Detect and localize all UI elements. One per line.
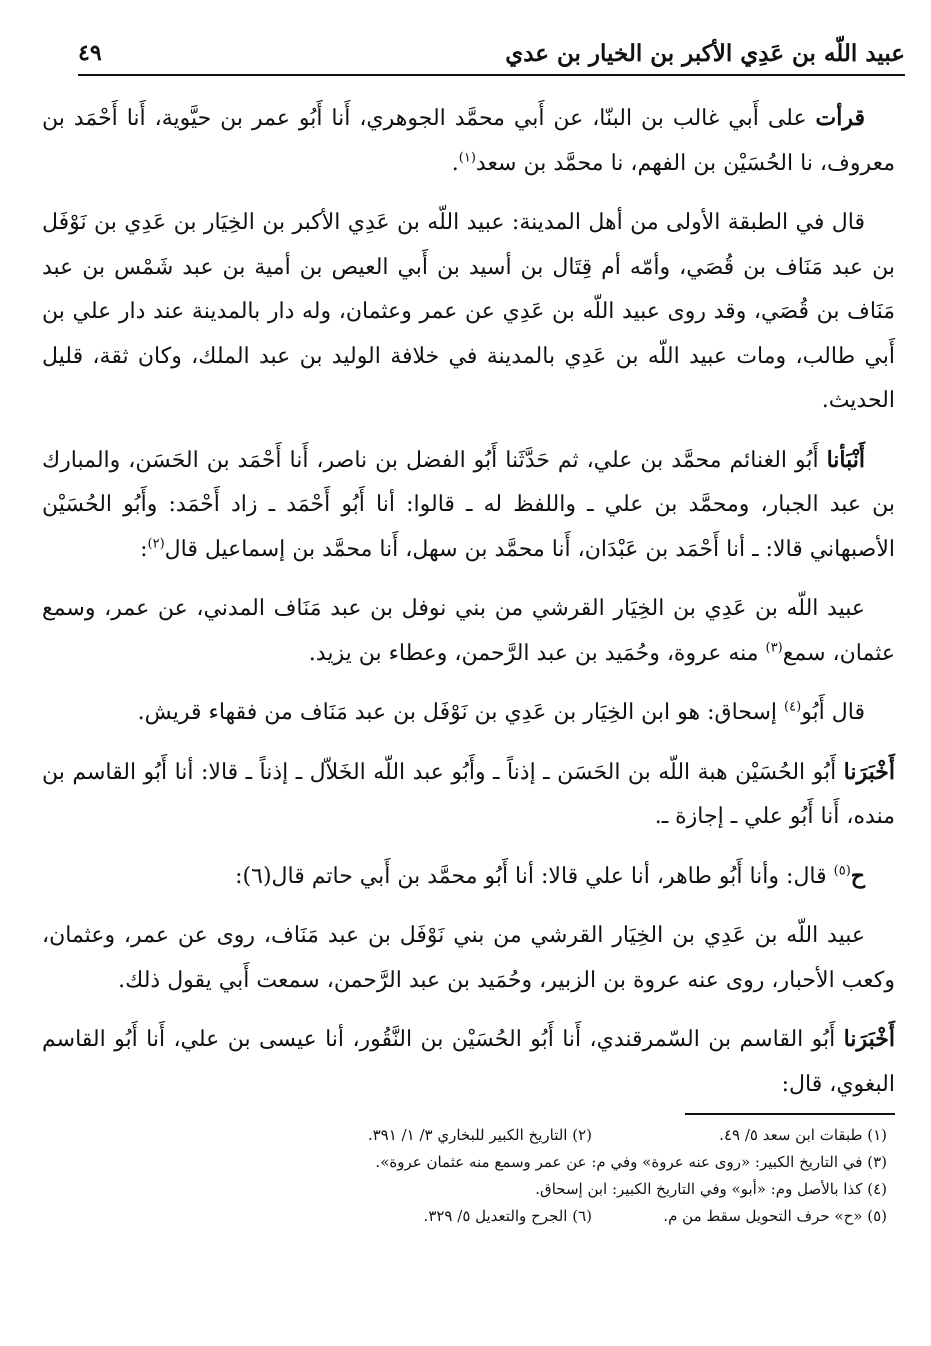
footnote-ref: (٥)	[833, 863, 851, 879]
footnote-ref: (١)	[458, 150, 476, 166]
footnote-row	[120, 1149, 887, 1176]
footnote: (٣) في التاريخ الكبير: «روى عنه عروة» وفي م: عن عمر وسمع منه عثمان عروة».	[375, 1153, 887, 1171]
header-title: عبيد اللّه بن عَدِي الأكبر بن الخيار بن عدي	[505, 40, 905, 67]
paragraph-lead-word: أَنْبَأنا	[826, 446, 865, 473]
paragraph-text: قال في الطبقة الأولى من أهل المدينة: عبيد اللّه بن عَدِي الأكبر بن الخِيَار بن عَدِي بن نَوْفَل بن عبد مَنَاف بن قُصَي، وأمّه أم قِتَال بن أسيد بن أَبي العيص بن أمية بن عبد شَمْس بن عبد مَنَاف بن قُصَي، وقد روى عبيد اللّه بن عَدِي عن عمر وعثمان، وله دار بالمدينة عند دار علي بن أَبي طالب، ومات عبيد اللّه بن عَدِي بالمدينة في خلافة الوليد بن عبد الملك، وكان ثقة، قليل الحديث.	[42, 210, 895, 413]
body-text	[42, 96, 895, 1121]
footnote-row	[120, 1176, 887, 1203]
paragraph-text: أَبُو القاسم بن السّمرقندي، أَنا أَبُو الحُسَيْن بن النَّقُور، أنا عيسى بن علي، أَنا أَبُو القاسم البغوي، قال:	[42, 1027, 895, 1097]
footnote: (١) طبقات ابن سعد ٥/ ٤٩.	[719, 1126, 887, 1144]
paragraph-tail: :	[140, 536, 148, 562]
footnote-divider	[685, 1113, 895, 1115]
paragraph-tail: .	[451, 150, 459, 176]
paragraph-lead-word: أَخْبَرَنا	[843, 1026, 895, 1052]
page-number: ٤٩	[78, 40, 102, 66]
paragraph	[42, 96, 895, 186]
paragraph	[42, 690, 895, 736]
paragraph-text: عبيد اللّه بن عَدِي بن الخِيَار القرشي من بني نَوْفَل بن عبد مَنَاف، روى عن عمر، وعثمان، وكعب الأحبار، روى عنه عروة بن الزبير، وحُمَيد بن عبد الرَّحمن، سمعت أَبي يقول ذلك.	[42, 923, 895, 993]
paragraph-text: أَبُو الغنائم محمَّد بن علي، ثم حَدَّثَنا أَبُو الفضل بن ناصر، أَنا أَحْمَد بن الحَسَن، والمبارك بن عبد الجبار، ومحمَّد بن علي ـ واللفظ له ـ قالوا: أنا أَبُو أَحْمَد ـ زاد أَحْمَد: وأَبُو الحُسَيْن الأصبهاني قالا: ـ أنا أَحْمَد بن عَبْدَان، أَنا محمَّد بن سهل، أَنا محمَّد بن إسماعيل قال	[42, 447, 895, 562]
footnote: (٥) «ح» حرف التحويل سقط من م.	[663, 1207, 887, 1225]
footnote: (٤) كذا بالأصل وم: «أبو» وفي التاريخ الكبير: ابن إسحاق.	[535, 1180, 887, 1198]
paragraph-tail: قال: وأنا أَبُو طاهر، أنا علي قالا: أنا أَبُو محمَّد بن أَبي حاتم قال(٦):	[235, 863, 834, 889]
paragraph	[42, 200, 895, 424]
paragraph	[42, 913, 895, 1003]
paragraph-text: على أَبي غالب بن البنّا، عن أَبي محمَّد الجوهري، أَنا أَبُو عمر بن حيَّوية، أَنا أَحْمَد بن معروف، نا الحُسَيْن بن الفهم، نا محمَّد بن سعد	[42, 106, 895, 176]
paragraph	[42, 1017, 895, 1107]
paragraph-lead-word: قرأت	[815, 105, 865, 131]
footnote-ref: (٣)	[765, 640, 783, 656]
footnote: (٢) التاريخ الكبير للبخاري ٣/ ١/ ٣٩١.	[367, 1126, 592, 1144]
footnote: (٦) الجرح والتعديل ٥/ ٣٢٩.	[423, 1207, 592, 1225]
footnote-ref: (٢)	[147, 536, 165, 552]
footnote-row	[120, 1122, 887, 1149]
paragraph-lead-word: أَخْبَرَنا	[843, 758, 895, 785]
paragraph-lead-word: ح	[850, 862, 865, 889]
footnote-ref: (٤)	[784, 699, 802, 715]
paragraph-text: أَبُو الحُسَيْن هبة اللّه بن الحَسَن ـ إذناً ـ وأَبُو عبد اللّه الخَلاّل ـ إذناً ـ قالا: أنا أَبُو القاسم بن منده، أَنا أَبُو علي ـ إجازة ـ.	[42, 759, 895, 829]
footnotes	[120, 1122, 887, 1230]
paragraph-text: عبيد اللّه بن عَدِي بن الخِيَار القرشي من بني نوفل بن عبد مَنَاف المدني، عن عمر، وسمع عثمان، سمع	[42, 596, 895, 666]
paragraph	[42, 854, 895, 900]
paragraph	[42, 586, 895, 676]
paragraph-tail: منه عروة، وحُمَيد بن عبد الرَّحمن، وعطاء بن يزيد.	[308, 640, 766, 666]
paragraph-tail: إسحاق: هو ابن الخِيَار بن عَدِي بن نَوْفَل بن عبد مَنَاف من فقهاء قريش.	[137, 700, 785, 725]
paragraph-text: قال أَبُو	[801, 700, 865, 725]
footnote-row	[120, 1203, 887, 1230]
paragraph	[42, 438, 895, 573]
paragraph	[42, 750, 895, 840]
running-header	[78, 38, 905, 76]
